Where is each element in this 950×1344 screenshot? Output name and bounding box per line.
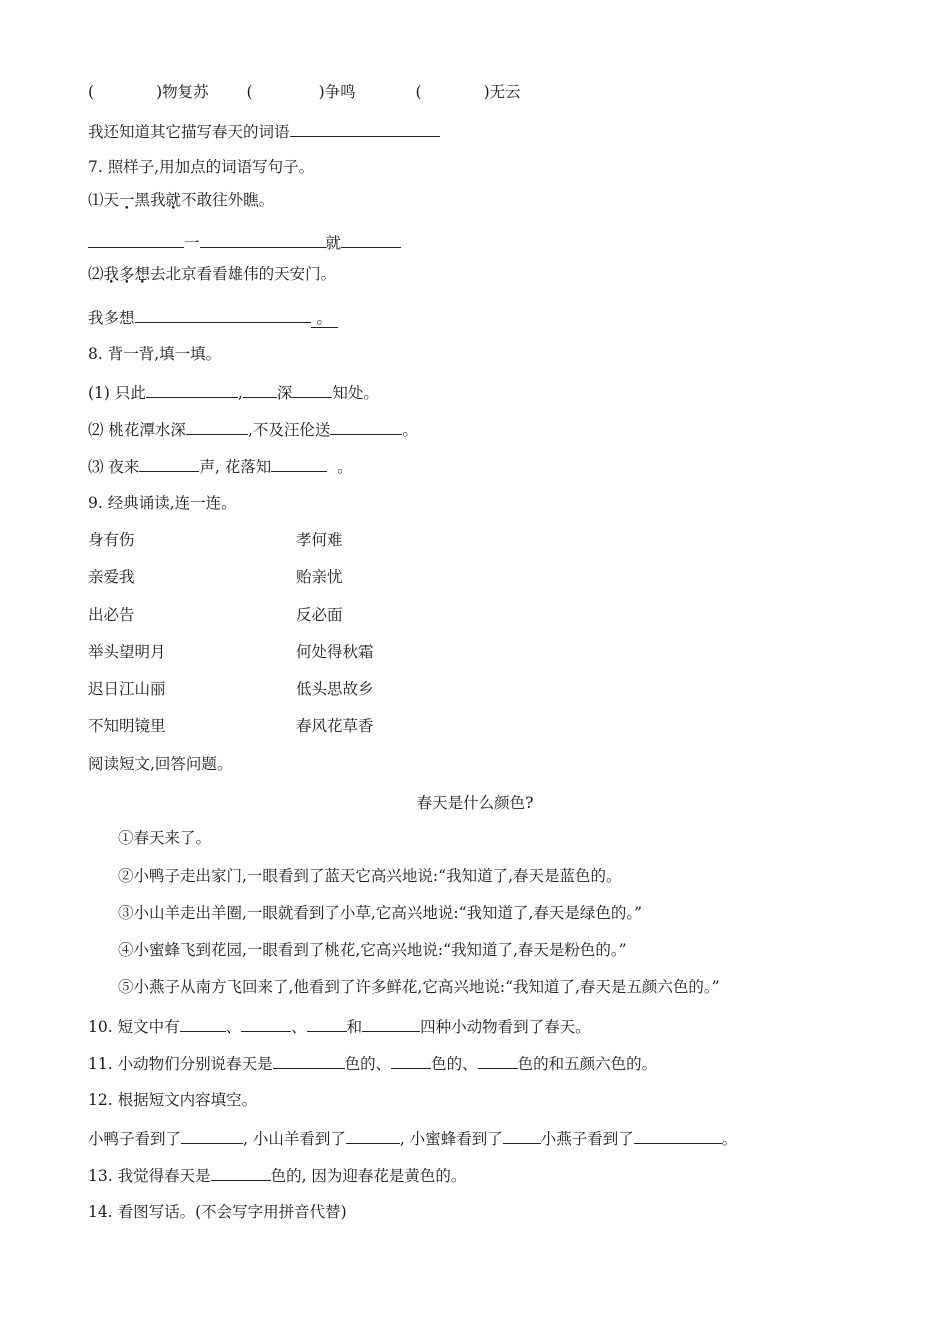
fill-blank[interactable] xyxy=(241,1015,291,1032)
fill-blank[interactable] xyxy=(391,1052,431,1069)
fill-blank[interactable] xyxy=(271,455,327,472)
match-row xyxy=(88,567,488,587)
fill-blank[interactable] xyxy=(180,1015,226,1032)
fill-blank[interactable] xyxy=(503,1127,541,1144)
match-right[interactable]: 孝何难 xyxy=(296,531,343,549)
fill-blank[interactable] xyxy=(292,381,332,398)
q14-prompt: 14. 看图写话。(不会写字用拼音代替) xyxy=(88,1203,347,1221)
match-left[interactable]: 举头望明月 xyxy=(88,643,166,661)
q9-prompt: 9. 经典诵读,连一连。 xyxy=(88,494,237,512)
q7-example-2: ⑵我多想去北京看看雄伟的天安门。 xyxy=(88,265,337,283)
dotted-word: 我 xyxy=(103,265,120,283)
q8-line-3: ⑶ 夜来 声, 花落知 。 xyxy=(88,455,353,477)
q13: 13. 我觉得春天是 色的, 因为迎春花是黄色的。 xyxy=(88,1164,466,1186)
match-left[interactable]: 身有伤 xyxy=(88,531,135,549)
match-row xyxy=(88,642,488,662)
reading-title: 春天是什么颜色? xyxy=(416,794,534,812)
match-right[interactable]: 低头思故乡 xyxy=(296,680,374,698)
q6-other-words: 我还知道其它描写春天的词语 xyxy=(88,120,440,142)
fill-blank[interactable] xyxy=(181,1127,243,1144)
match-left[interactable]: 出必告 xyxy=(88,606,135,624)
fill-blank[interactable] xyxy=(186,418,248,435)
fill-blank[interactable] xyxy=(307,1015,347,1032)
match-row xyxy=(88,679,488,699)
match-left[interactable]: 迟日江山丽 xyxy=(88,680,166,698)
q7-fill-1: 一 就 xyxy=(88,231,401,253)
reading-paragraph: ②小鸭子走出家门,一眼看到了蓝天它高兴地说:“我知道了,春天是蓝色的。 xyxy=(118,867,622,885)
fill-blank[interactable] xyxy=(634,1127,722,1144)
fill-blank[interactable] xyxy=(243,381,277,398)
fill-blank[interactable] xyxy=(362,1015,420,1032)
match-row xyxy=(88,716,488,736)
fill-blank[interactable] xyxy=(273,1052,345,1069)
match-row xyxy=(88,605,488,625)
reading-paragraph: ③小山羊走出羊圈,一眼就看到了小草,它高兴地说:“我知道了,春天是绿色的。” xyxy=(118,904,643,922)
q10: 10. 短文中有 、 、 和 四种小动物看到了春天。 xyxy=(88,1015,591,1037)
fill-blank[interactable] xyxy=(330,418,402,435)
q7-fill-2: 我多想 。 xyxy=(88,306,338,328)
other-words-blank[interactable] xyxy=(290,120,440,137)
reading-paragraph: ①春天来了。 xyxy=(118,829,212,847)
fill-blank[interactable] xyxy=(346,1127,400,1144)
match-right[interactable]: 反必面 xyxy=(296,606,343,624)
fill-blank[interactable] xyxy=(200,231,326,248)
q7-example-1: ⑴天一黑我就不敢往外瞧。 xyxy=(88,191,275,209)
q12-prompt: 12. 根据短文内容填空。 xyxy=(88,1091,258,1109)
fill-blank[interactable] xyxy=(211,1164,271,1181)
fill-blank[interactable] xyxy=(88,231,184,248)
fill-blank[interactable] xyxy=(478,1052,518,1069)
match-right[interactable]: 贻亲忧 xyxy=(296,568,343,586)
reading-paragraph: ④小蜜蜂飞到花园,一眼看到了桃花,它高兴地说:“我知道了,春天是粉色的。” xyxy=(118,941,627,959)
q7-prompt: 7. 照样子,用加点的词语写句子。 xyxy=(88,158,315,176)
match-left[interactable]: 不知明镜里 xyxy=(88,717,166,735)
dotted-word: 一 xyxy=(119,191,135,209)
reading-intro: 阅读短文,回答问题。 xyxy=(88,755,233,773)
q8-prompt: 8. 背一背,填一填。 xyxy=(88,345,222,363)
q8-line-2: ⑵ 桃花潭水深 ,不及汪伦送 。 xyxy=(88,418,418,440)
fill-blank[interactable] xyxy=(146,381,238,398)
fill-blank[interactable] xyxy=(139,455,199,472)
q6-paren-line: ( )物复苏 ( )争鸣 ( )无云 xyxy=(88,83,521,101)
match-left[interactable]: 亲爱我 xyxy=(88,568,135,586)
q8-line-1: (1) 只此 , 深 知处。 xyxy=(88,381,379,403)
fill-blank[interactable] xyxy=(135,306,311,323)
dotted-word: 就 xyxy=(165,191,182,209)
dotted-word: 想 xyxy=(134,265,151,283)
match-right[interactable]: 何处得秋霜 xyxy=(296,643,374,661)
q11: 11. 小动物们分别说春天是 色的、 色的、 色的和五颜六色的。 xyxy=(88,1052,657,1074)
match-right[interactable]: 春风花草香 xyxy=(296,717,374,735)
q12-fill: 小鸭子看到了 , 小山羊看到了 , 小蜜蜂看到了 小燕子看到了 。 xyxy=(88,1127,737,1149)
reading-paragraph: ⑤小燕子从南方飞回来了,他看到了许多鲜花,它高兴地说:“我知道了,春天是五颜六色的。” xyxy=(118,978,720,996)
match-row xyxy=(88,530,488,550)
fill-blank[interactable] xyxy=(341,231,401,248)
dotted-word: 多 xyxy=(119,265,135,283)
